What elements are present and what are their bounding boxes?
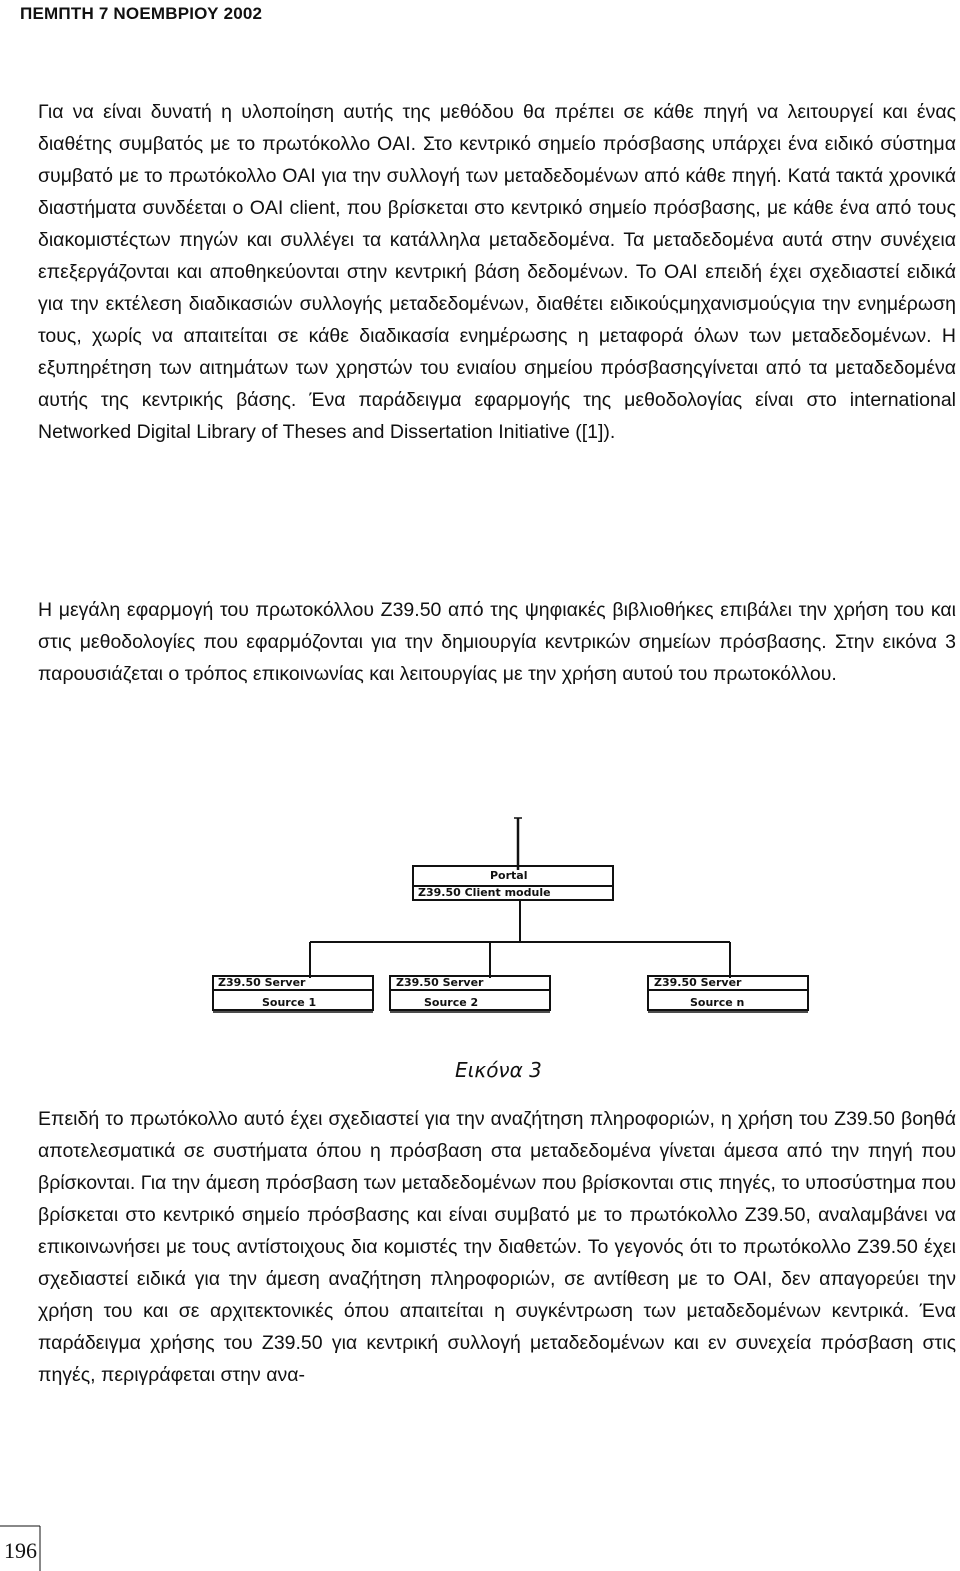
page-footer-rule [0,1520,960,1571]
server-1-label: Z39.50 Server [218,976,306,989]
body-paragraph-1: Για να είναι δυνατή η υλοποίηση αυτής της μεθόδου θα πρέπει σε κάθε πηγή να λειτουργεί και ένας διαθέτης συμβατός με το πρωτόκολλο OAI. Στο κεντρικό σημείο πρόσβασης υπάρχει ένα ειδικό σύστημα συμβατό με το πρωτόκολλο OAI για την συλλογή των μεταδεδομένων από κάθε πηγή. Κατά τακτά χρονικά διαστήματα συνδέεται ο OAI client, που βρίσκεται στο κεντρικό σημείο πρόσβασης, με κάθε ένα από τους διακομιστέςτων πηγών και συλλέγει τα κατάλληλα μεταδεδομένα. Τα μεταδεδομένα αυτά στην συνέχεια επεξεργάζονται και αποθηκεύονται στην κεντρική βάση δεδομένων. Το OAI επειδή έχει σχεδιαστεί ειδικά για την εκτέλεση διαδικασιών συλλογής μεταδεδομένων, διαθέτει ειδικούςμηχανισμούςγια την ενημέρωση τους, χωρίς να απαιτείται σε κάθε διαδικασία ενημέρωσης η μεταφορά όλων των μεταδεδομένων. Η εξυπηρέτηση των αιτημάτων των χρηστών του ενιαίου σημείου πρόσβασηςγίνεται από τα μεταδεδομένα αυτής της κεντρικής βάσης. Ένα παράδειγμα εφαρμογής της μεθοδολογίας είναι στο international Networked Digital Library of Theses and Dissertation Initiative ([1]). [38,101,956,443]
server-2-label: Z39.50 Server [396,976,484,989]
source-2-label: Source 2 [424,996,479,1009]
page-number: 196 [4,1538,37,1563]
body-paragraph-3: Επειδή το πρωτόκολλο αυτό έχει σχεδιαστεί για την αναζήτηση πληροφοριών, η χρήση του Z39.50 βοηθά αποτελεσματικά σε συστήματα όπου η πρόσβαση στα μεταδεδομένα γίνεται άμεσα από την πηγή που βρίσκονται. Για την άμεση πρόσβαση των μεταδεδομένων που βρίσκονται στις πηγές, το υποσύστημα που βρίσκεται στο κεντρικό σημείο πρόσβασης και είναι συμβατό με το πρωτόκολλο Z39.50, αναλαμβάνει να επικοινωνήσει με τους αντίστοιχους δια κομιστές την διαθετών. Το γεγονός ότι το πρωτόκολλο Z39.50 έχει σχεδιαστεί ειδικά για την άμεση αναζήτηση πληροφοριών, σε αντίθεση με το OAI, δεν απαγορεύει την χρήση του και σε αρχιτεκτονικές όπου απαιτείται η συγκέντρωση των μεταδεδομένων κεντρικά. Ένα παράδειγμα χρήσης του Z39.50 για κεντρική συλλογή μεταδεδομένων και εν συνεχεία πρόσβαση στις πηγές, περιγράφεται στην ανα- [38,1108,956,1386]
portal-label: Portal [490,869,528,882]
source-1-label: Source 1 [262,996,317,1009]
architecture-diagram-lines [0,800,960,1090]
figure-3-diagram [0,800,960,1090]
page-header-date: ΠΕΜΠΤΗ 7 ΝΟΕΜΒΡΙΟΥ 2002 [20,4,263,23]
figure-caption: Εικόνα 3 [455,1058,542,1082]
source-n-label: Source n [690,996,745,1009]
body-paragraph-2: Η μεγάλη εφαρμογή του πρωτοκόλλου Z39.50 από της ψηφιακές βιβλιοθήκες επιβάλει την χρήση του και στις μεθοδολογίες που εφαρμόζονται για την δημιουργία κεντρικών σημείων πρόσβασης. Στην εικόνα 3 παρουσιάζεται ο τρόπος επικοινωνίας και λειτουργίας με την χρήση αυτού του πρωτοκόλλου. [38,599,956,685]
client-module-label: Z39.50 Client module [418,886,551,899]
server-n-label: Z39.50 Server [654,976,742,989]
